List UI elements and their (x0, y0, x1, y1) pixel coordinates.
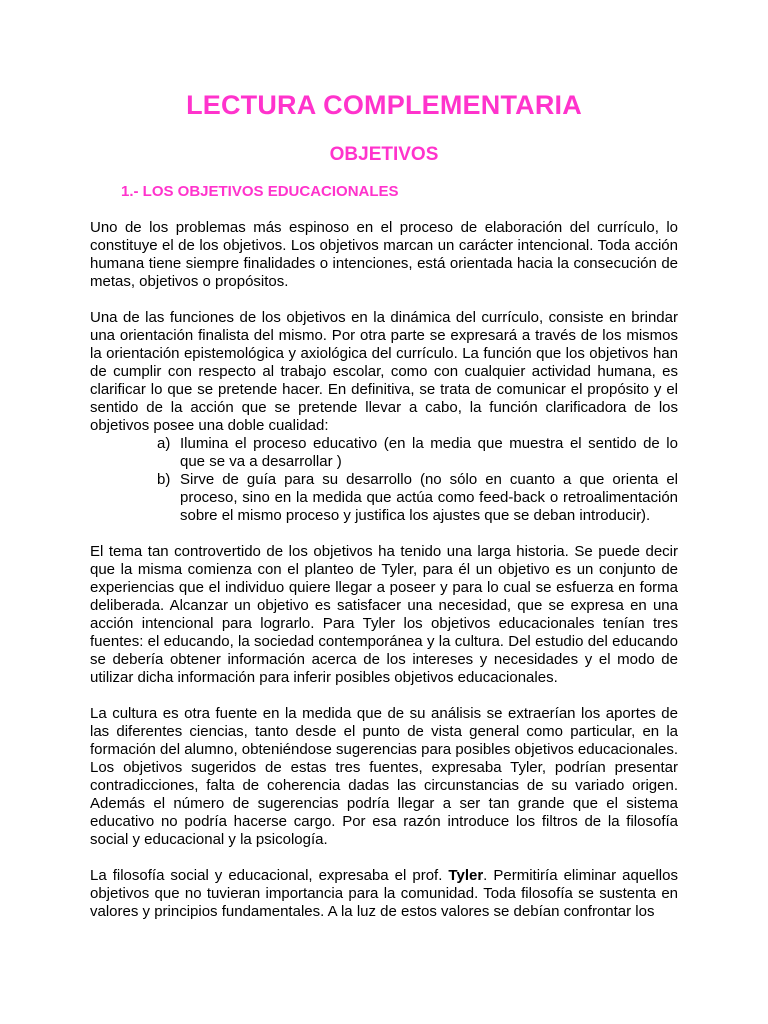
paragraph-4: La cultura es otra fuente en la medida que de su análisis se extraerían los aportes de las diferentes ciencias, tanto desde el punto de vista general como particular, en la formación del alumno, obteniéndose sugerencias para posibles objetivos educacionales. Los objetivos sugeridos de estas tres fuentes, expresaba Tyler, podrían presentar contradicciones, falta de coherencia dadas las circunstancias de su variado origen. Además el número de sugerencias podría llegar a ser tan grande que el sistema educativo no podría hacerse cargo. Por esa razón introduce los filtros de la filosofía social y educacional y la psicología. (90, 705, 678, 848)
paragraph-3: El tema tan controvertido de los objetivos ha tenido una larga historia. Se puede decir que la misma comienza con el planteo de Tyler, para él un objetivo es un conjunto de experiencias que el individuo quiere llegar a poseer y para lo cual se esfuerza en forma deliberada. Alcanzar un objetivo es satisfacer una necesidad, que se expresa en una acción intencional para lograrlo. Para Tyler los objetivos educacionales tenían tres fuentes: el educando, la sociedad contemporánea y la cultura. Del estudio del educando se debería obtener información acerca de los intereses y necesidades y el modo de utilizar dicha información para inferir posibles objetivos educacionales. (90, 543, 678, 686)
paragraph-1: Uno de los problemas más espinoso en el proceso de elaboración del currículo, lo constituye el de los objetivos. Los objetivos marcan un carácter intencional. Toda acción humana tiene siempre finalidades o intenciones, está orientada hacia la consecución de metas, objetivos o propósitos. (90, 219, 678, 290)
paragraph-2: Una de las funciones de los objetivos en la dinámica del currículo, consiste en brindar una orientación finalista del mismo. Por otra parte se expresará a través de los mismos la orientación epistemológica y axiológica del currículo. La función que los objetivos han de cumplir con respecto al trabajo escolar, como con cualquier actividad humana, es clarificar lo que se pretende hacer. En definitiva, se trata de comunicar el propósito y el sentido de la acción que se pretende llevar a cabo, la función clarificadora de los objetivos posee una doble cualidad: (90, 309, 678, 434)
document-subtitle: OBJETIVOS (329, 144, 439, 165)
list-item-a-text: Ilumina el proceso educativo (en la media que muestra el sentido de lo que se va a desarrollar ) (180, 435, 678, 470)
list-item-b (90, 471, 678, 525)
tyler-bold-name: Tyler (448, 867, 484, 884)
paragraph-5-end: . Permitiría eliminar aquellos objetivos que no tuvieran importancia para la comunidad. Toda filosofía se sustenta en valores y principios fundamentales. A la luz de estos valores se debían confrontar los (90, 867, 678, 920)
paragraph-5 (90, 867, 678, 921)
list-item-a (90, 435, 678, 471)
document-body (90, 219, 678, 939)
section-heading: 1.- LOS OBJETIVOS EDUCACIONALES (121, 183, 399, 200)
objectives-quality-list (90, 435, 678, 525)
list-marker-a: a) (157, 435, 171, 452)
paragraph-5-start: La filosofía social y educacional, expresaba el prof. (90, 867, 449, 884)
document-title: LECTURA COMPLEMENTARIA (186, 90, 582, 120)
list-marker-b: b) (157, 471, 171, 488)
list-item-b-text: Sirve de guía para su desarrollo (no sólo en cuanto a que orienta el proceso, sino en la medida que actúa como feed-back o retroalimentación sobre el mismo proceso y justifica los ajustes que se deban introducir). (180, 471, 678, 524)
